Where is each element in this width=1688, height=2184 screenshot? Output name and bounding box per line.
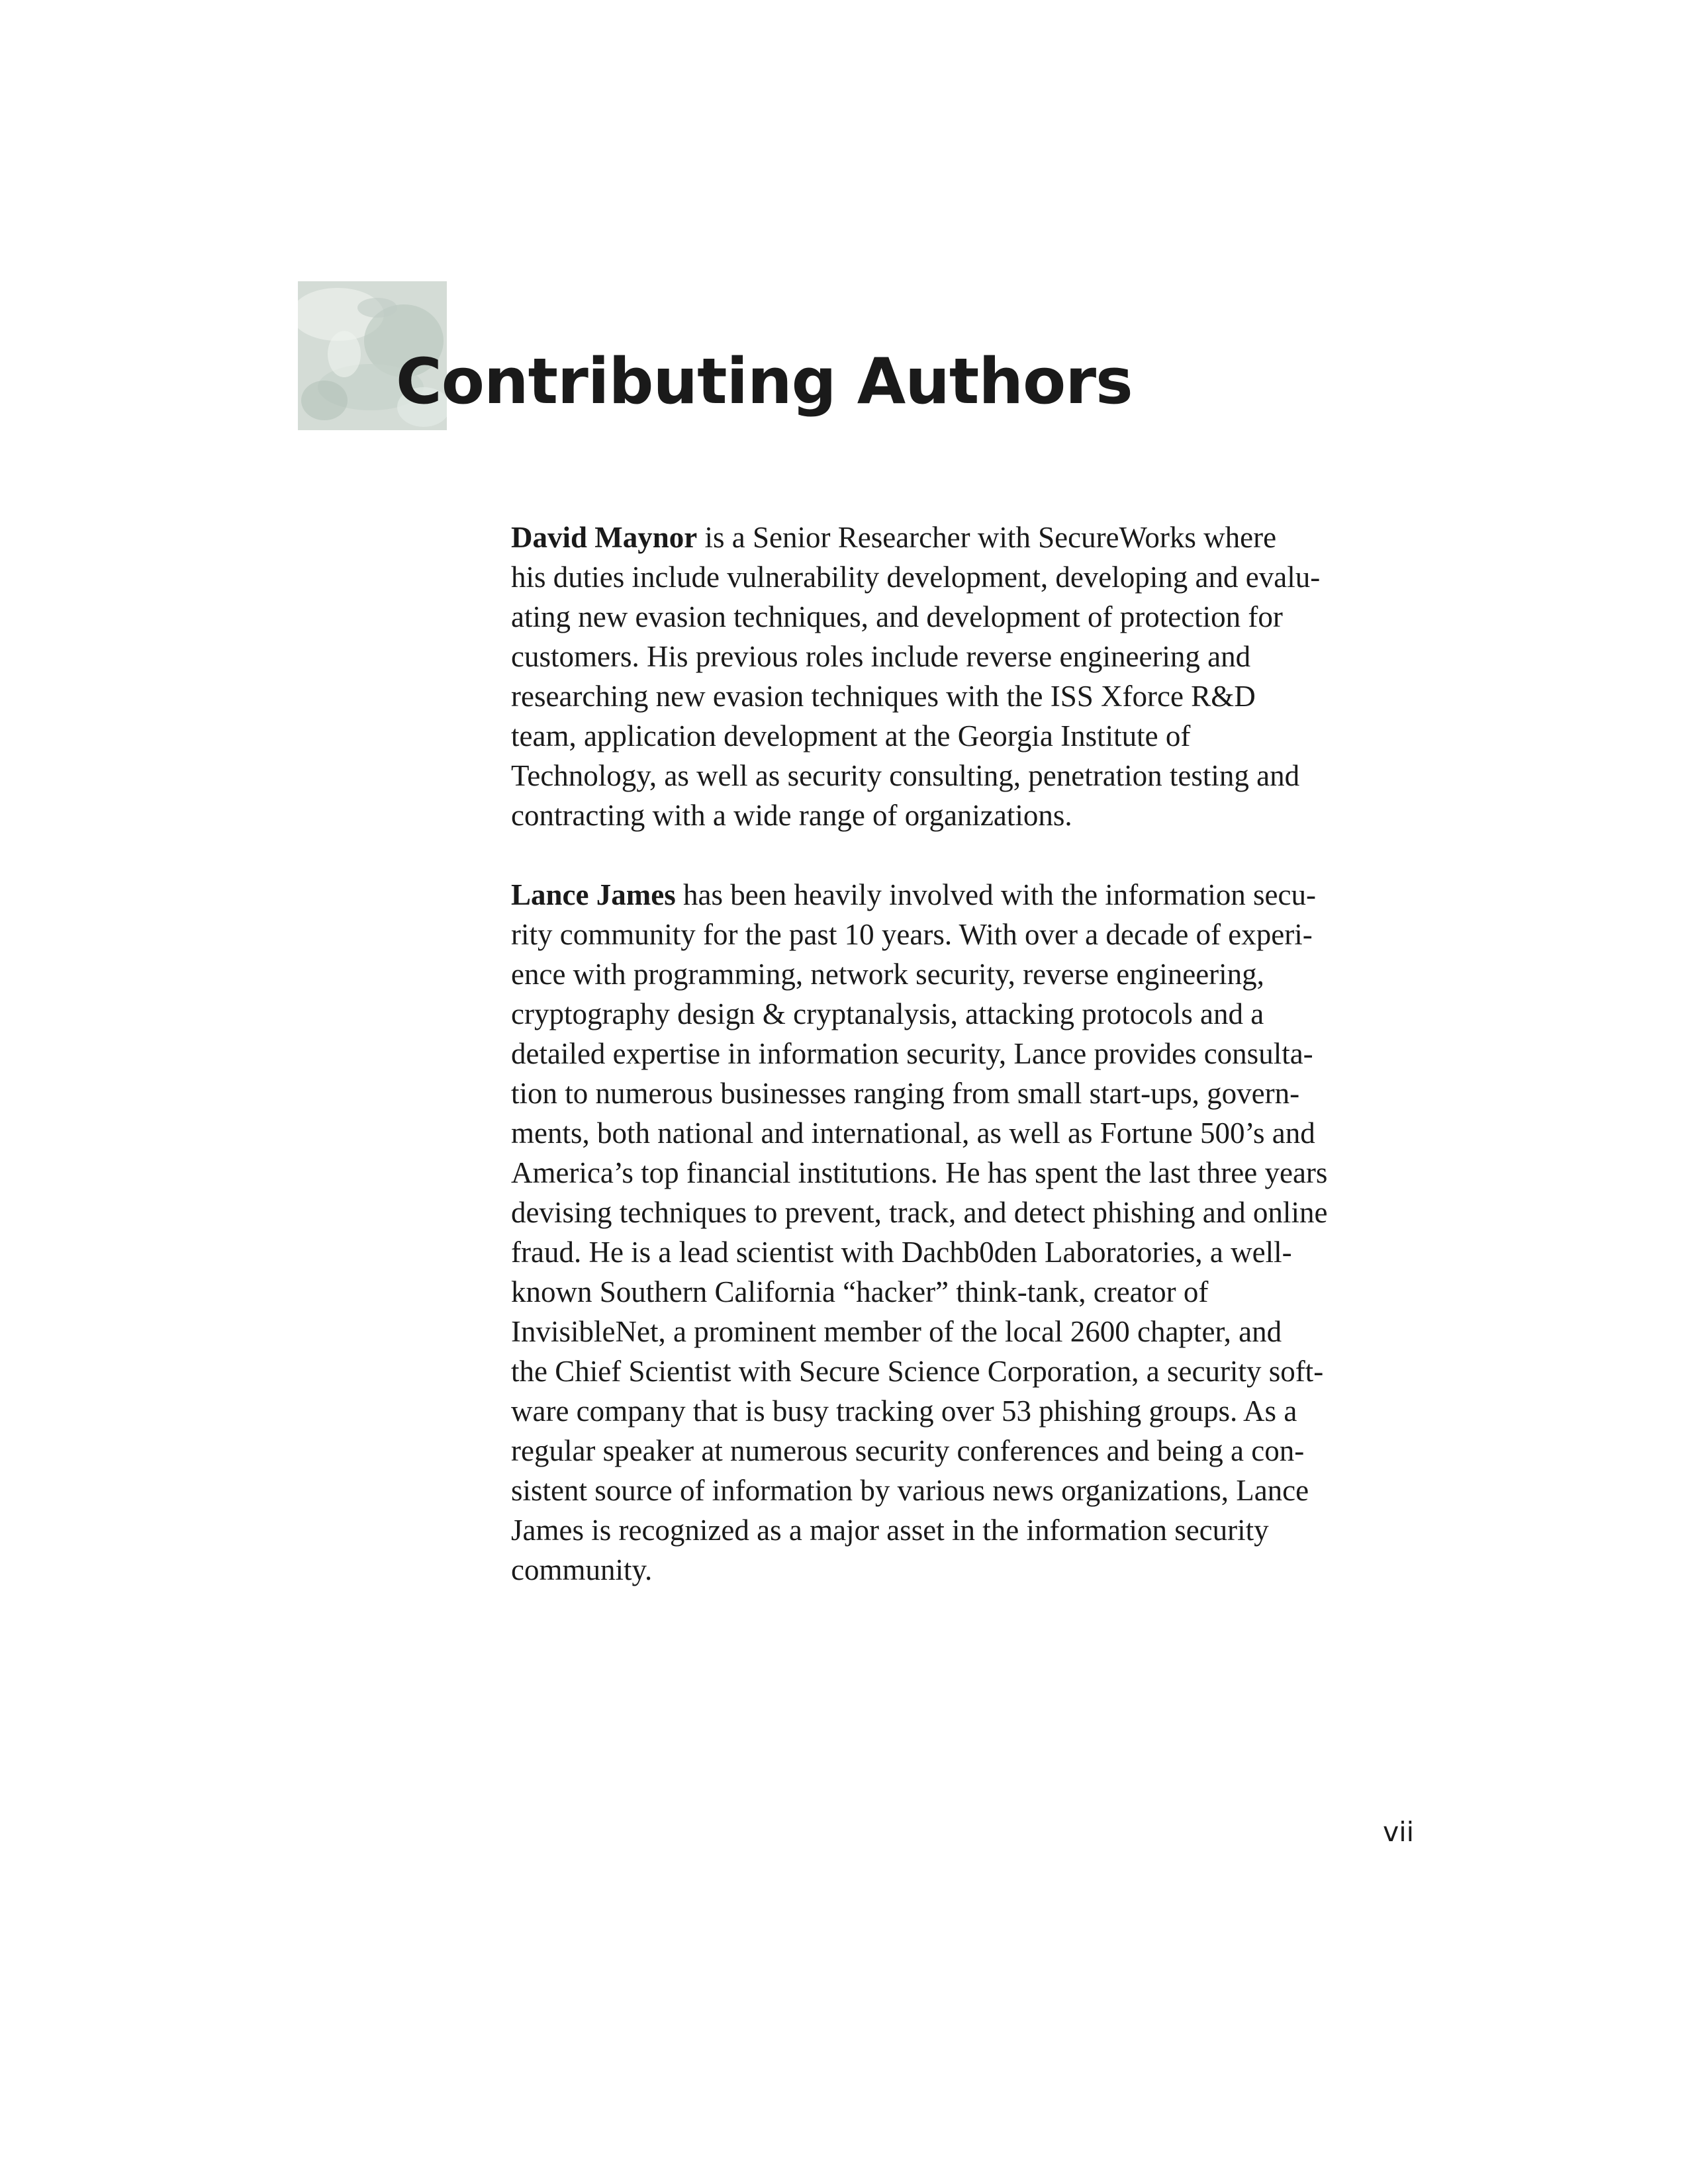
- bio-line: America’s top financial institutions. He has spent the last three years: [511, 1156, 1328, 1189]
- bio-line: ating new evasion techniques, and development of protection for: [511, 600, 1283, 633]
- author-bio: [511, 875, 1418, 1590]
- page-title: Contributing Authors: [396, 345, 1133, 418]
- bio-text: is a Senior Researcher with SecureWorks where: [697, 521, 1277, 554]
- bio-line: team, application development at the Georgia Institute of: [511, 719, 1191, 752]
- bio-line: regular speaker at numerous security conferences and being a con-: [511, 1434, 1305, 1467]
- author-name: Lance James: [511, 878, 676, 911]
- bio-line: devising techniques to prevent, track, and detect phishing and online: [511, 1196, 1328, 1229]
- author-bio: [511, 518, 1418, 835]
- bio-line: rity community for the past 10 years. With over a decade of experi-: [511, 918, 1313, 951]
- bio-line: [511, 518, 1418, 557]
- bio-text: has been heavily involved with the information secu-: [675, 878, 1316, 911]
- bio-line: the Chief Scientist with Secure Science Corporation, a security soft-: [511, 1355, 1324, 1388]
- bio-line: community.: [511, 1553, 653, 1586]
- page-number: vii: [1382, 1816, 1414, 1848]
- bio-line: Technology, as well as security consulting, penetration testing and: [511, 759, 1300, 792]
- bio-line: contracting with a wide range of organizations.: [511, 799, 1072, 832]
- bio-list: [511, 518, 1418, 1629]
- bio-line: sistent source of information by various news organizations, Lance: [511, 1474, 1309, 1507]
- bio-line: fraud. He is a lead scientist with Dachb0den Laboratories, a well-: [511, 1236, 1292, 1269]
- bio-line: ments, both national and international, as well as Fortune 500’s and: [511, 1116, 1315, 1150]
- bio-line: James is recognized as a major asset in the information security: [511, 1514, 1269, 1547]
- bio-line: ware company that is busy tracking over 53 phishing groups. As a: [511, 1394, 1297, 1428]
- bio-line: researching new evasion techniques with the ISS Xforce R&D: [511, 680, 1256, 713]
- bio-line: ence with programming, network security, reverse engineering,: [511, 958, 1264, 991]
- bio-line: InvisibleNet, a prominent member of the local 2600 chapter, and: [511, 1315, 1282, 1348]
- bio-line: known Southern California “hacker” think-tank, creator of: [511, 1275, 1209, 1308]
- bio-line: tion to numerous businesses ranging from small start-ups, govern-: [511, 1077, 1300, 1110]
- bio-line: his duties include vulnerability development, developing and evalu-: [511, 561, 1321, 594]
- bio-line: [511, 875, 1418, 915]
- bio-line: customers. His previous roles include reverse engineering and: [511, 640, 1251, 673]
- author-name: David Maynor: [511, 521, 698, 554]
- bio-line: cryptography design & cryptanalysis, attacking protocols and a: [511, 997, 1264, 1030]
- bio-line: detailed expertise in information security, Lance provides consulta-: [511, 1037, 1313, 1070]
